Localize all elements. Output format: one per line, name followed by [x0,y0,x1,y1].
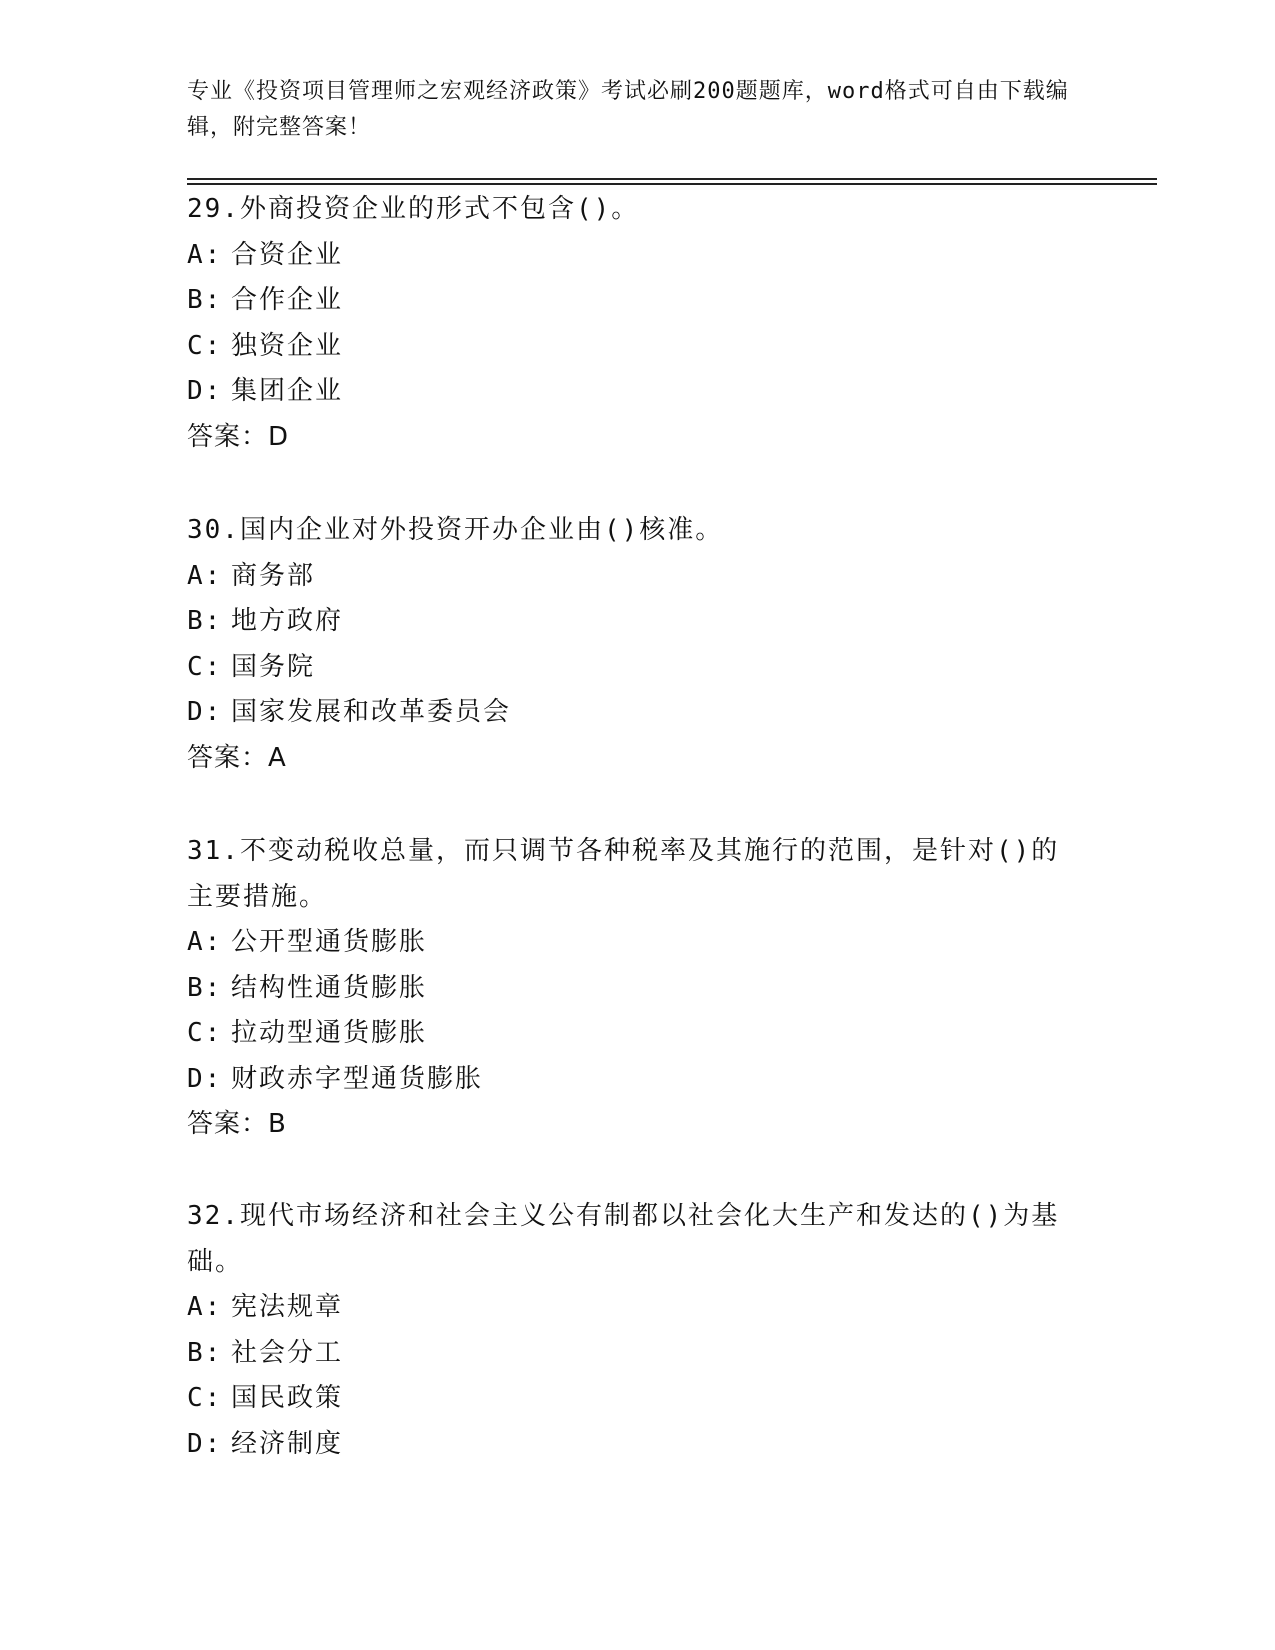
option-text: 合资企业 [231,239,344,270]
option-text: 经济制度 [231,1428,344,1459]
option-text: 财政赤字型通货膨胀 [231,1063,484,1094]
question-32 [187,1194,1087,1467]
question-stem: 31.不变动税收总量，而只调节各种税率及其施行的范围，是针对()的主要措施。 [187,836,1060,912]
question-30 [187,508,1087,781]
option-a [187,554,1087,600]
answer-line: 答案：B [187,1109,287,1139]
option-a [187,920,1087,966]
option-text: 地方政府 [231,606,344,636]
option-text: 国务院 [231,651,316,682]
answer-line: 答案：D [187,421,290,452]
header-divider-bottom [187,183,1157,185]
option-letter: D: [187,376,223,406]
option-text: 独资企业 [231,330,344,361]
question-31 [187,829,1087,1148]
option-text: 集团企业 [231,376,344,406]
option-c [187,324,1087,370]
option-letter: A: [187,1292,223,1322]
option-text: 合作企业 [231,285,344,315]
option-letter: B: [187,1337,223,1368]
option-letter: D: [187,1428,223,1459]
option-letter: C: [187,1383,223,1413]
header-divider-top [187,178,1157,180]
option-c [187,1376,1087,1422]
document-header: 专业《投资项目管理师之宏观经济政策》考试必刷200题题库，word格式可自由下载编辑，附完整答案！ [187,79,1069,140]
option-d [187,369,1087,415]
option-b [187,1331,1087,1377]
option-letter: C: [187,651,223,682]
option-letter: C: [187,330,223,361]
option-b [187,966,1087,1012]
option-letter: A: [187,239,223,270]
option-text: 国家发展和改革委员会 [231,697,512,727]
question-stem: 32.现代市场经济和社会主义公有制都以社会化大生产和发达的()为基础。 [187,1201,1060,1277]
question-stem: 30.国内企业对外投资开办企业由()核准。 [187,515,724,545]
option-text: 结构性通货膨胀 [231,972,428,1003]
answer-line: 答案：A [187,742,287,773]
option-b [187,278,1087,324]
option-d [187,1422,1087,1468]
option-c [187,1011,1087,1057]
option-a [187,1285,1087,1331]
question-29 [187,187,1087,460]
question-stem: 29.外商投资企业的形式不包含()。 [187,194,640,224]
option-d [187,1057,1087,1103]
option-text: 拉动型通货膨胀 [231,1018,428,1048]
option-letter: B: [187,972,223,1003]
option-letter: A: [187,560,223,591]
option-a [187,233,1087,279]
option-text: 公开型通货膨胀 [231,927,428,957]
option-letter: A: [187,927,223,957]
option-text: 商务部 [231,560,316,591]
option-c [187,645,1087,691]
option-letter: B: [187,606,223,636]
option-text: 国民政策 [231,1383,344,1413]
option-b [187,599,1087,645]
option-d [187,690,1087,736]
option-letter: B: [187,285,223,315]
option-letter: C: [187,1018,223,1048]
option-text: 社会分工 [231,1337,344,1368]
option-letter: D: [187,697,223,727]
option-letter: D: [187,1063,223,1094]
option-text: 宪法规章 [231,1292,344,1322]
